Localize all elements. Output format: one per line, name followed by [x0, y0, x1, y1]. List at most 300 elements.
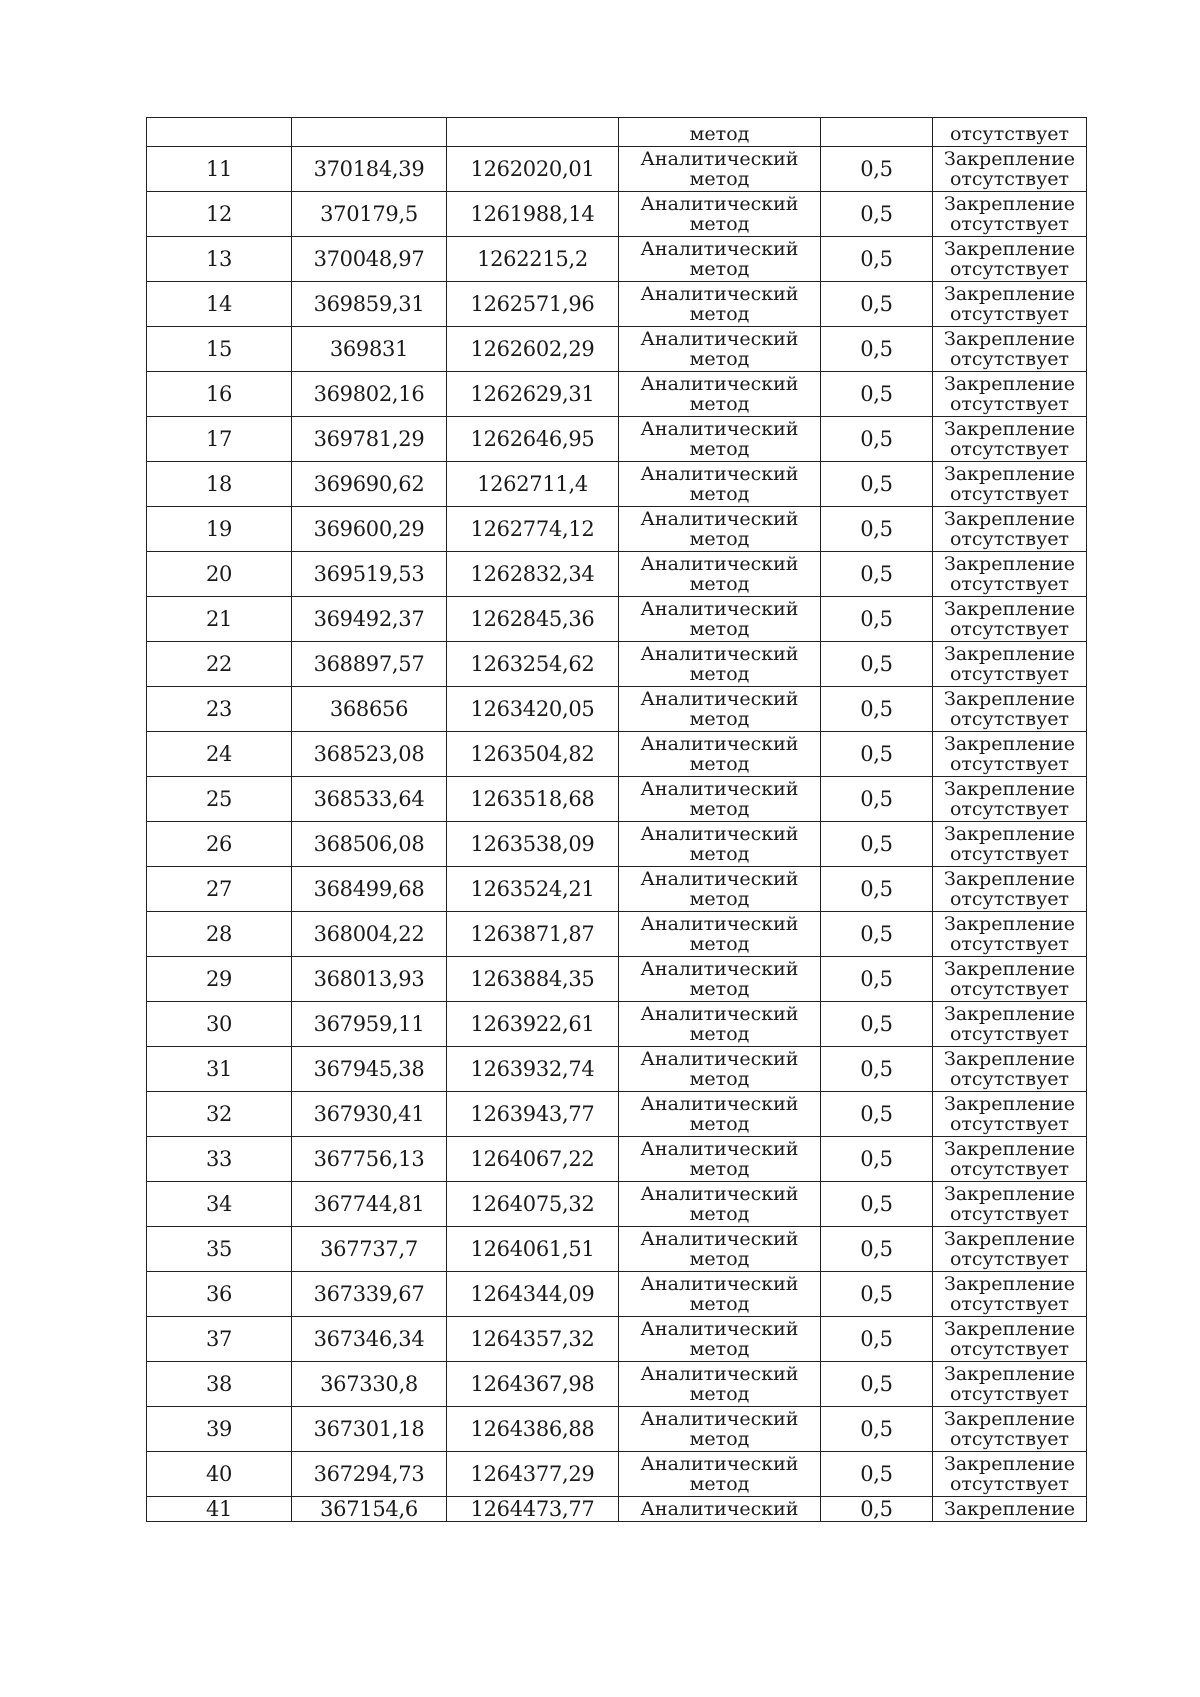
cell-error: 0,5	[821, 1452, 933, 1497]
cell-point-number: 18	[147, 462, 292, 507]
cell-method-text: метод	[689, 123, 750, 145]
cell-method	[619, 1182, 821, 1227]
cell-method-text: метод	[689, 1293, 750, 1315]
cell-point-number: 35	[147, 1227, 292, 1272]
cell-y-coordinate: 1264386,88	[447, 1407, 619, 1452]
cell-fixing	[933, 732, 1087, 777]
cell-fixing-text: Закрепление	[944, 1228, 1075, 1250]
cell-method-text: Аналитический	[640, 868, 799, 890]
table-row	[147, 1047, 1087, 1092]
cell-x-coordinate: 369519,53	[292, 552, 447, 597]
cell-x-coordinate: 370048,97	[292, 237, 447, 282]
cell-error: 0,5	[821, 597, 933, 642]
cell-error: 0,5	[821, 1272, 933, 1317]
cell-y-coordinate: 1262020,01	[447, 147, 619, 192]
cell-point-number: 29	[147, 957, 292, 1002]
cell-point-number: 16	[147, 372, 292, 417]
cell-point-number: 12	[147, 192, 292, 237]
table-row	[147, 507, 1087, 552]
table-row	[147, 1362, 1087, 1407]
cell-method-text: Аналитический	[640, 1363, 799, 1385]
cell-x-coordinate: 367294,73	[292, 1452, 447, 1497]
cell-fixing-text: Закрепление	[944, 1363, 1075, 1385]
cell-point-number: 25	[147, 777, 292, 822]
cell-fixing-text: отсутствует	[949, 438, 1070, 460]
cell-error: 0,5	[821, 417, 933, 462]
cell-y-coordinate: 1263884,35	[447, 957, 619, 1002]
cell-x-coordinate: 369831	[292, 327, 447, 372]
cell-method	[619, 687, 821, 732]
cell-method-text: метод	[689, 1383, 750, 1405]
cell-method	[619, 912, 821, 957]
cell-method-text: метод	[689, 573, 750, 595]
cell-fixing-text: отсутствует	[949, 573, 1070, 595]
cell-fixing-text: Закрепление	[944, 778, 1075, 800]
cell-method-text: метод	[689, 168, 750, 190]
cell-fixing	[933, 1002, 1087, 1047]
cell-fixing-text: отсутствует	[949, 1113, 1070, 1135]
cell-error: 0,5	[821, 822, 933, 867]
cell-x-coordinate: 367330,8	[292, 1362, 447, 1407]
cell-fixing-text: Закрепление	[944, 598, 1075, 620]
cell-error: 0,5	[821, 642, 933, 687]
cell-fixing	[933, 1497, 1087, 1522]
cell-y-coordinate: 1261988,14	[447, 192, 619, 237]
cell-point-number: 21	[147, 597, 292, 642]
cell-method	[619, 1047, 821, 1092]
cell-method-text: метод	[689, 843, 750, 865]
cell-method-text: Аналитический	[640, 1228, 799, 1250]
cell-fixing	[933, 1092, 1087, 1137]
cell-y-coordinate: 1264344,09	[447, 1272, 619, 1317]
cell-fixing-text: Закрепление	[944, 1408, 1075, 1430]
cell-point-number: 39	[147, 1407, 292, 1452]
cell-point-number: 14	[147, 282, 292, 327]
cell-point-number: 40	[147, 1452, 292, 1497]
cell-method-text: метод	[689, 303, 750, 325]
cell-x-coordinate: 367744,81	[292, 1182, 447, 1227]
cell-fixing-text: отсутствует	[949, 393, 1070, 415]
cell-y-coordinate: 1263943,77	[447, 1092, 619, 1137]
cell-method-text: метод	[689, 618, 750, 640]
cell-fixing-text: Закрепление	[944, 1183, 1075, 1205]
cell-fixing-text: Закрепление	[944, 1318, 1075, 1340]
cell-fixing	[933, 1317, 1087, 1362]
cell-y-coordinate: 1263922,61	[447, 1002, 619, 1047]
cell-fixing-text: Закрепление	[944, 1003, 1075, 1025]
cell-fixing-text: отсутствует	[949, 798, 1070, 820]
cell-point-number: 36	[147, 1272, 292, 1317]
cell-error: 0,5	[821, 372, 933, 417]
cell-x-coordinate: 368013,93	[292, 957, 447, 1002]
cell-method-text: метод	[689, 1338, 750, 1360]
cell-x-coordinate: 367756,13	[292, 1137, 447, 1182]
cell-point-number: 22	[147, 642, 292, 687]
cell-method	[619, 732, 821, 777]
cell-fixing-text: отсутствует	[949, 753, 1070, 775]
cell-fixing	[933, 192, 1087, 237]
cell-y-coordinate: 1262571,96	[447, 282, 619, 327]
cell-method-text: Аналитический	[640, 688, 799, 710]
cell-method-text: метод	[689, 1113, 750, 1135]
cell-point-number: 17	[147, 417, 292, 462]
cell-method	[619, 1092, 821, 1137]
cell-error: 0,5	[821, 687, 933, 732]
cell-point-number: 15	[147, 327, 292, 372]
cell-method-text: метод	[689, 933, 750, 955]
cell-fixing	[933, 957, 1087, 1002]
cell-method	[619, 372, 821, 417]
cell-fixing-text: Закрепление	[944, 508, 1075, 530]
cell-point-number: 41	[147, 1497, 292, 1522]
cell-fixing	[933, 597, 1087, 642]
table-row	[147, 732, 1087, 777]
cell-method-text: Аналитический	[640, 238, 799, 260]
cell-fixing-text: отсутствует	[949, 1023, 1070, 1045]
cell-method-text: Аналитический	[640, 148, 799, 170]
cell-fixing-text: Закрепление	[944, 643, 1075, 665]
cell-y-coordinate: 1264377,29	[447, 1452, 619, 1497]
cell-y-coordinate: 1262646,95	[447, 417, 619, 462]
cell-method	[619, 1317, 821, 1362]
cell-error: 0,5	[821, 237, 933, 282]
table-row	[147, 1317, 1087, 1362]
cell-error: 0,5	[821, 282, 933, 327]
cell-y-coordinate: 1263538,09	[447, 822, 619, 867]
cell-fixing-text: отсутствует	[949, 618, 1070, 640]
cell-fixing	[933, 1227, 1087, 1272]
cell-fixing	[933, 777, 1087, 822]
cell-error: 0,5	[821, 552, 933, 597]
cell-method	[619, 1137, 821, 1182]
cell-x-coordinate: 367346,34	[292, 1317, 447, 1362]
cell-fixing-text: отсутствует	[949, 1158, 1070, 1180]
cell-method-text: Аналитический	[640, 913, 799, 935]
cell-y-coordinate: 1263524,21	[447, 867, 619, 912]
cell-error: 0,5	[821, 1497, 933, 1522]
cell-method-text: Аналитический	[640, 1003, 799, 1025]
cell-fixing-text: отсутствует	[949, 1338, 1070, 1360]
cell-method-text: метод	[689, 1428, 750, 1450]
cell-fixing-text: отсутствует	[949, 1203, 1070, 1225]
cell-y-coordinate: 1264067,22	[447, 1137, 619, 1182]
cell-fixing-text: Закрепление	[944, 958, 1075, 980]
cell-fixing-text: Закрепление	[944, 463, 1075, 485]
cell-x-coordinate: 369600,29	[292, 507, 447, 552]
cell-method	[619, 552, 821, 597]
cell-method	[619, 147, 821, 192]
cell-fixing-text: отсутствует	[949, 213, 1070, 235]
cell-point-number: 27	[147, 867, 292, 912]
cell-error: 0,5	[821, 1407, 933, 1452]
cell-fixing-text: отсутствует	[949, 933, 1070, 955]
cell-x-coordinate: 367737,7	[292, 1227, 447, 1272]
cell-fixing-text: Закрепление	[944, 328, 1075, 350]
cell-method-text: Аналитический	[640, 733, 799, 755]
cell-y-coordinate: 1263254,62	[447, 642, 619, 687]
cell-point-number: 32	[147, 1092, 292, 1137]
cell-method-text: метод	[689, 798, 750, 820]
table-row	[147, 867, 1087, 912]
cell-y-coordinate: 1264473,77	[447, 1497, 619, 1522]
cell-method	[619, 1227, 821, 1272]
cell-method-text: метод	[689, 708, 750, 730]
cell-fixing-text: отсутствует	[949, 483, 1070, 505]
cell-fixing-text: отсутствует	[949, 1428, 1070, 1450]
cell-fixing-text: Закрепление	[944, 283, 1075, 305]
cell-fixing	[933, 462, 1087, 507]
cell-method	[619, 1452, 821, 1497]
cell-method	[619, 237, 821, 282]
table-row	[147, 957, 1087, 1002]
cell-method-text: Аналитический	[640, 598, 799, 620]
cell-fixing-text: Закрепление	[944, 688, 1075, 710]
cell-method-text: метод	[689, 1473, 750, 1495]
table-row	[147, 372, 1087, 417]
cell-error: 0,5	[821, 1047, 933, 1092]
cell-point-number: 19	[147, 507, 292, 552]
cell-fixing	[933, 912, 1087, 957]
cell-fixing-text: отсутствует	[949, 168, 1070, 190]
cell-method	[619, 1002, 821, 1047]
cell-x-coordinate: 367154,6	[292, 1497, 447, 1522]
cell-x-coordinate: 368004,22	[292, 912, 447, 957]
cell-fixing-text: отсутствует	[949, 708, 1070, 730]
cell-fixing-text: отсутствует	[949, 1248, 1070, 1270]
cell-method-text: Аналитический	[640, 1318, 799, 1340]
cell-error: 0,5	[821, 867, 933, 912]
cell-point-number: 30	[147, 1002, 292, 1047]
cell-method	[619, 192, 821, 237]
table-row	[147, 597, 1087, 642]
cell-fixing-text: отсутствует	[949, 888, 1070, 910]
cell-x-coordinate: 369781,29	[292, 417, 447, 462]
cell-method-text: метод	[689, 1248, 750, 1270]
table-row	[147, 192, 1087, 237]
cell-x-coordinate: 369859,31	[292, 282, 447, 327]
cell-error: 0,5	[821, 957, 933, 1002]
cell-fixing	[933, 1182, 1087, 1227]
cell-method-text: метод	[689, 258, 750, 280]
cell-y-coordinate: 1262629,31	[447, 372, 619, 417]
cell-method	[619, 1497, 821, 1522]
cell-error: 0,5	[821, 1182, 933, 1227]
cell-fixing	[933, 687, 1087, 732]
cell-method-text: метод	[689, 978, 750, 1000]
cell-fixing-text: Закрепление	[944, 823, 1075, 845]
table-body	[147, 118, 1087, 1522]
cell-y-coordinate: 1264075,32	[447, 1182, 619, 1227]
cell-x-coordinate: 369690,62	[292, 462, 447, 507]
cell-method-text: метод	[689, 528, 750, 550]
cell-fixing	[933, 867, 1087, 912]
cell-y-coordinate: 1264357,32	[447, 1317, 619, 1362]
cell-fixing-text: Закрепление	[944, 238, 1075, 260]
cell-method-text: Аналитический	[640, 1273, 799, 1295]
cell-method-text: Аналитический	[640, 1138, 799, 1160]
cell-fixing	[933, 327, 1087, 372]
cell-method-text: метод	[689, 888, 750, 910]
cell-x-coordinate: 368506,08	[292, 822, 447, 867]
cell-method-text: Аналитический	[640, 1498, 799, 1520]
cell-error: 0,5	[821, 777, 933, 822]
cell-x-coordinate: 368656	[292, 687, 447, 732]
cell-method-text: метод	[689, 483, 750, 505]
cell-fixing-text: отсутствует	[949, 1473, 1070, 1495]
table-row	[147, 642, 1087, 687]
cell-fixing-text: Закрепление	[944, 1048, 1075, 1070]
cell-error: 0,5	[821, 192, 933, 237]
cell-fixing	[933, 1362, 1087, 1407]
table-row	[147, 327, 1087, 372]
cell-x-coordinate: 367930,41	[292, 1092, 447, 1137]
cell-x-coordinate: 367301,18	[292, 1407, 447, 1452]
table-row	[147, 1182, 1087, 1227]
cell-error: 0,5	[821, 462, 933, 507]
cell-fixing	[933, 282, 1087, 327]
cell-fixing	[933, 1047, 1087, 1092]
cell-method-text: метод	[689, 1203, 750, 1225]
cell-method-text: Аналитический	[640, 778, 799, 800]
cell-fixing-text: Закрепление	[944, 733, 1075, 755]
cell-method	[619, 597, 821, 642]
cell-x-coordinate: 369802,16	[292, 372, 447, 417]
cell-method-text: Аналитический	[640, 283, 799, 305]
cell-fixing-text: Закрепление	[944, 1138, 1075, 1160]
cell-method-text: метод	[689, 1023, 750, 1045]
table-row-continued	[147, 118, 1087, 147]
cell-method	[619, 777, 821, 822]
cell-point-number: 28	[147, 912, 292, 957]
table-row	[147, 552, 1087, 597]
cell-y-coordinate: 1262832,34	[447, 552, 619, 597]
cell-fixing-text: Закрепление	[944, 418, 1075, 440]
cell-error: 0,5	[821, 1362, 933, 1407]
cell-error: 0,5	[821, 1092, 933, 1137]
cell-fixing-text: Закрепление	[944, 1453, 1075, 1475]
cell-method-text: Аналитический	[640, 553, 799, 575]
cell-fixing-text: Закрепление	[944, 868, 1075, 890]
cell-method-text: метод	[689, 1158, 750, 1180]
cell-error: 0,5	[821, 1002, 933, 1047]
cell-x-coordinate: 369492,37	[292, 597, 447, 642]
table-row	[147, 912, 1087, 957]
table-row-cut-off	[147, 1497, 1087, 1522]
cell-fixing	[933, 237, 1087, 282]
table-row	[147, 1407, 1087, 1452]
cell-method-text: Аналитический	[640, 193, 799, 215]
cell-y-coordinate: 1264061,51	[447, 1227, 619, 1272]
cell-fixing-text: Закрепление	[944, 553, 1075, 575]
cell-y-coordinate: 1263518,68	[447, 777, 619, 822]
cell-fixing	[933, 1407, 1087, 1452]
cell-y-coordinate: 1263871,87	[447, 912, 619, 957]
cell-x-coordinate: 367959,11	[292, 1002, 447, 1047]
cell-y-coordinate: 1263504,82	[447, 732, 619, 777]
cell-fixing-text: Закрепление	[944, 1498, 1075, 1520]
cell-fixing-text: отсутствует	[949, 258, 1070, 280]
cell-fixing-text: Закрепление	[944, 1093, 1075, 1115]
cell-method	[619, 1407, 821, 1452]
cell-fixing	[933, 417, 1087, 462]
cell-fixing	[933, 642, 1087, 687]
cell-point-number: 24	[147, 732, 292, 777]
cell-x-coordinate: 368897,57	[292, 642, 447, 687]
cell-error: 0,5	[821, 912, 933, 957]
table-row	[147, 282, 1087, 327]
table-row	[147, 237, 1087, 282]
table-row	[147, 777, 1087, 822]
cell-error: 0,5	[821, 1317, 933, 1362]
cell-fixing	[933, 1272, 1087, 1317]
cell-x-coordinate: 368533,64	[292, 777, 447, 822]
cell-method-text: Аналитический	[640, 1048, 799, 1070]
cell-method	[619, 118, 821, 147]
cell-y-coordinate: 1262602,29	[447, 327, 619, 372]
table-row	[147, 1092, 1087, 1137]
cell-method-text: метод	[689, 393, 750, 415]
cell-fixing-text: Закрепление	[944, 148, 1075, 170]
cell-fixing	[933, 1452, 1087, 1497]
cell-fixing-text: отсутствует	[949, 663, 1070, 685]
cell-point-number: 33	[147, 1137, 292, 1182]
cell-method-text: Аналитический	[640, 373, 799, 395]
cell-fixing-text: Закрепление	[944, 913, 1075, 935]
table-row	[147, 687, 1087, 732]
cell-point-number: 26	[147, 822, 292, 867]
cell-method	[619, 642, 821, 687]
table-row	[147, 1002, 1087, 1047]
cell-method	[619, 867, 821, 912]
cell-y-coordinate: 1262215,2	[447, 237, 619, 282]
cell-point-number: 13	[147, 237, 292, 282]
cell-fixing-text: отсутствует	[949, 1383, 1070, 1405]
cell-fixing-text: Закрепление	[944, 1273, 1075, 1295]
cell-x-coordinate: 368523,08	[292, 732, 447, 777]
cell-y-coordinate: 1263420,05	[447, 687, 619, 732]
cell-point-number: 11	[147, 147, 292, 192]
cell-y-coordinate: 1262774,12	[447, 507, 619, 552]
cell-fixing	[933, 552, 1087, 597]
cell-fixing-text: отсутствует	[949, 1293, 1070, 1315]
cell-fixing-text: отсутствует	[949, 348, 1070, 370]
cell-y-coordinate: 1262711,4	[447, 462, 619, 507]
cell-point-number: 34	[147, 1182, 292, 1227]
table-row	[147, 1452, 1087, 1497]
cell-fixing-text: Закрепление	[944, 373, 1075, 395]
cell-y-coordinate: 1264367,98	[447, 1362, 619, 1407]
cell-method	[619, 507, 821, 552]
cell-method-text: метод	[689, 1068, 750, 1090]
cell-error: 0,5	[821, 147, 933, 192]
cell-method	[619, 462, 821, 507]
cell-x-coordinate: 367339,67	[292, 1272, 447, 1317]
cell-x-coordinate: 370184,39	[292, 147, 447, 192]
cell-fixing	[933, 147, 1087, 192]
cell-method	[619, 417, 821, 462]
cell-error: 0,5	[821, 327, 933, 372]
cell-fixing-text: Закрепление	[944, 193, 1075, 215]
cell-method	[619, 957, 821, 1002]
cell-method-text: Аналитический	[640, 508, 799, 530]
cell-fixing	[933, 118, 1087, 147]
cell-fixing-text: отсутствует	[949, 1068, 1070, 1090]
cell-method-text: Аналитический	[640, 1183, 799, 1205]
cell-method-text: Аналитический	[640, 463, 799, 485]
cell-x-coordinate	[292, 118, 447, 147]
cell-method-text: Аналитический	[640, 823, 799, 845]
cell-x-coordinate: 370179,5	[292, 192, 447, 237]
